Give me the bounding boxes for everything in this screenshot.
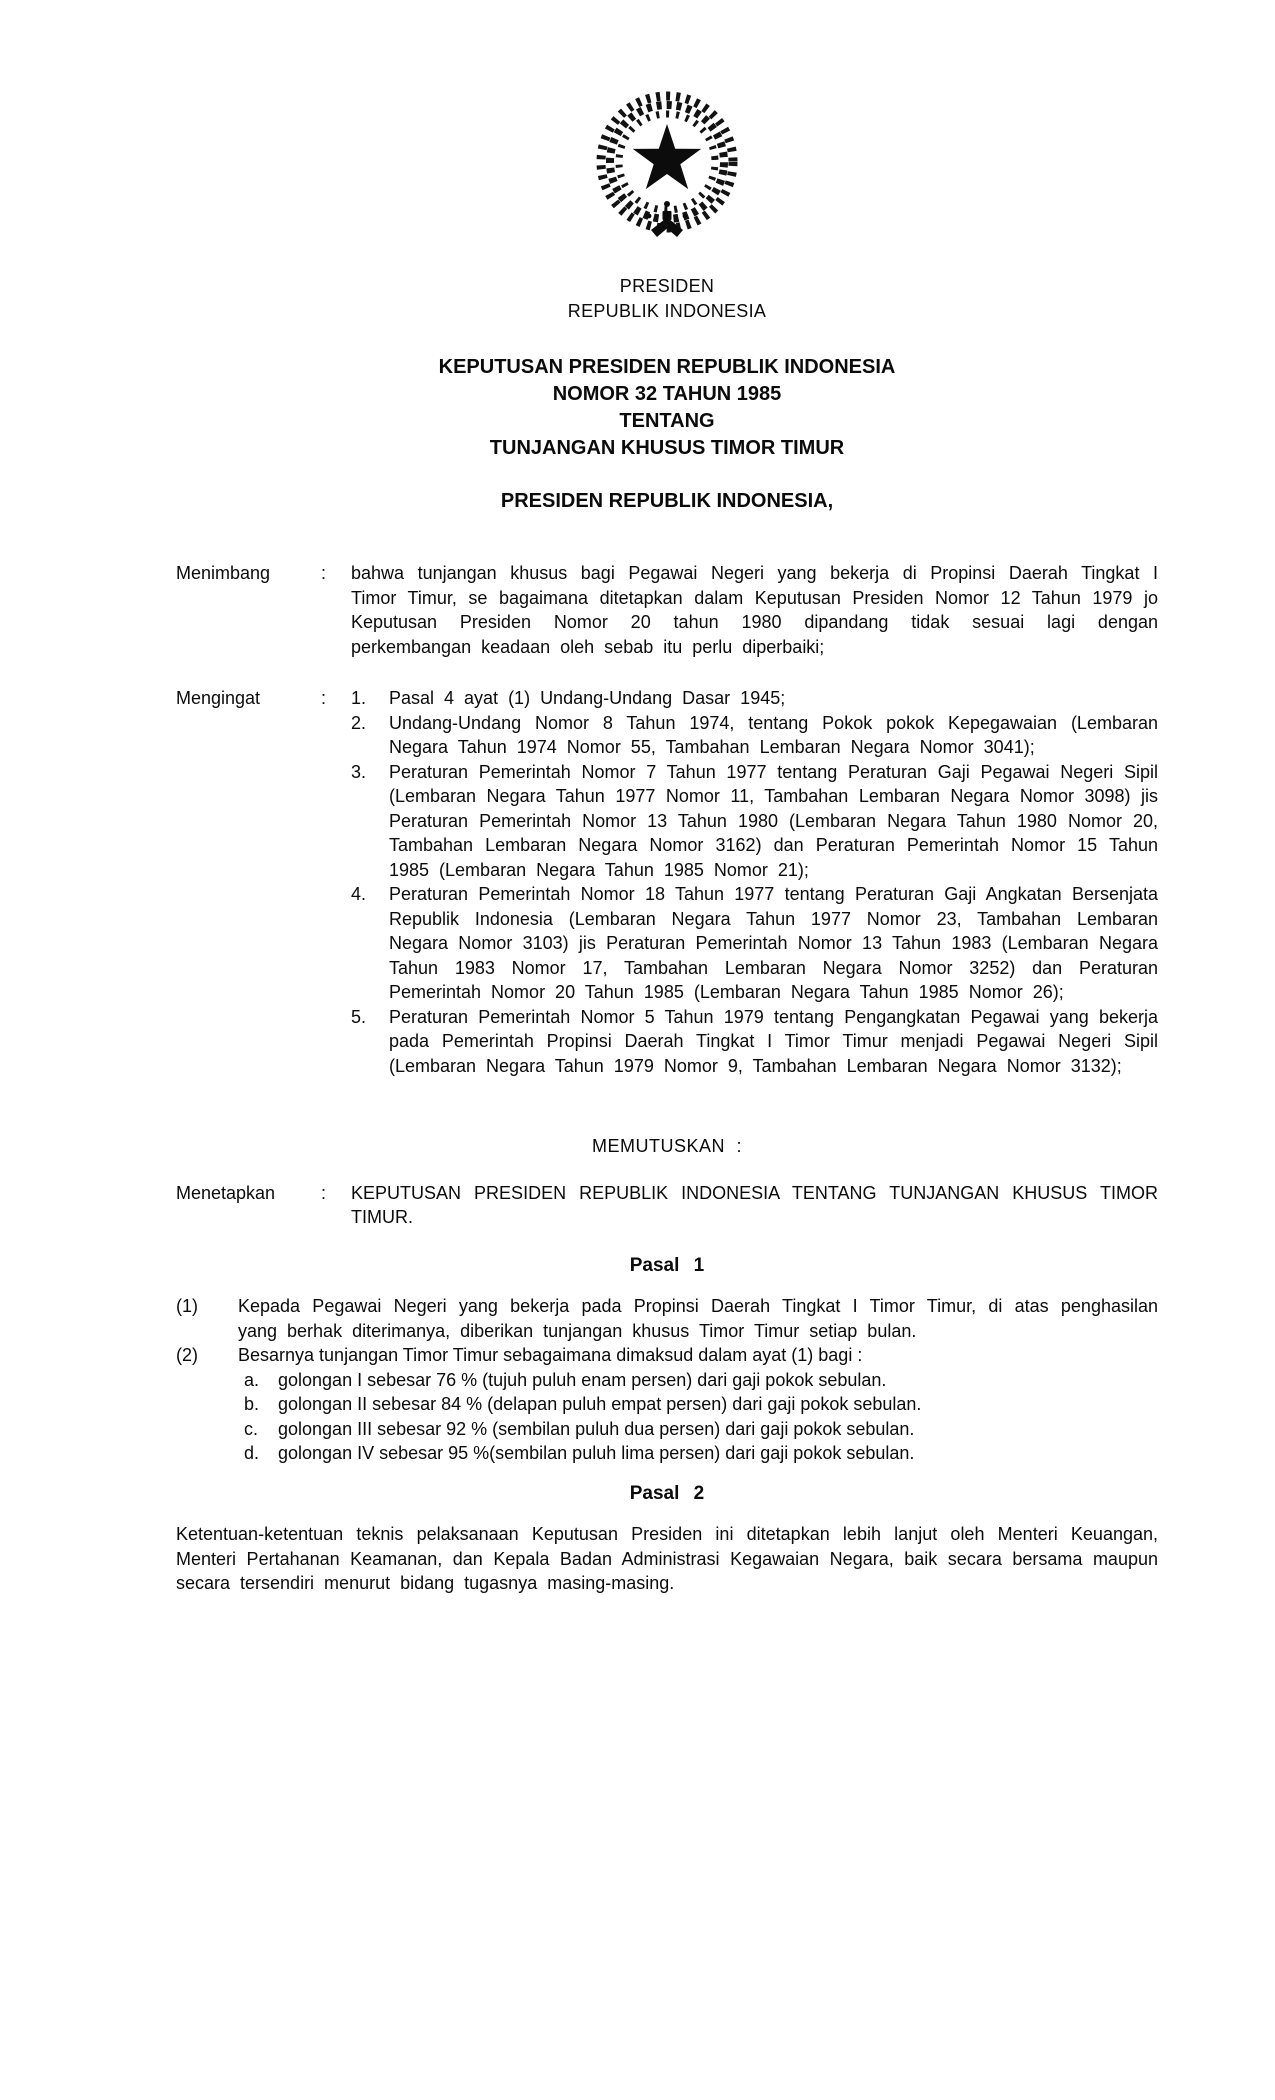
list-item-text: golongan I sebesar 76 % (tujuh puluh enam persen) dari gaji pokok sebulan. (278, 1369, 887, 1390)
mengingat-label: Mengingat (176, 688, 261, 708)
letterhead-line2: REPUBLIK INDONESIA (567, 301, 767, 321)
ayat-item (176, 1343, 1158, 1368)
list-item-text: Peraturan Pemerintah Nomor 5 Tahun 1979 tentang Pengangkatan Pegawai yang bekerja pada Pemerintah Propinsi Daerah Tingkat I Timor Timur menjadi Pegawai Negeri Sipil (Lembaran Negara Tahun 1979 Nomor 9, Tambahan Lembaran Negara Nomor 3132); (389, 1006, 1158, 1076)
list-item (351, 1005, 1158, 1079)
pasal-1-body (176, 1294, 1158, 1466)
list-item-text: Pasal 4 ayat (1) Undang-Undang Dasar 1945; (389, 688, 786, 708)
list-item-letter: b. (244, 1394, 260, 1414)
list-item-number: 1. (351, 688, 367, 708)
presidential-seal-icon (587, 84, 747, 246)
list-item-letter: a. (244, 1369, 260, 1390)
list-item-number: 2. (351, 712, 367, 733)
list-item (244, 1417, 1158, 1442)
mengingat-section (176, 686, 1158, 1078)
letterhead (176, 274, 1158, 324)
memutuskan-heading: MEMUTUSKAN : (591, 1136, 742, 1156)
list-item-text: Undang-Undang Nomor 8 Tahun 1974, tentang Pokok pokok Kepegawaian (Lembaran Negara Tahun 1974 Nomor 55, Tambahan Lembaran Negara Nomor 3041); (389, 712, 1158, 757)
ayat-item (176, 1294, 1158, 1343)
ayat-text: Kepada Pegawai Negeri yang bekerja pada Propinsi Daerah Tingkat I Timor Timur, di atas penghasilan yang berhak diterimanya, diberikan tunjangan khusus Timor Timur setiap bulan. (238, 1296, 1158, 1341)
golongan-list (244, 1368, 1158, 1466)
decree-title-subject: TUNJANGAN KHUSUS TIMOR TIMUR (489, 437, 845, 459)
decree-title-line1: KEPUTUSAN PRESIDEN REPUBLIK INDONESIA (438, 356, 896, 378)
list-item (351, 711, 1158, 760)
list-item (351, 882, 1158, 1005)
list-item (244, 1392, 1158, 1417)
menetapkan-section (176, 1181, 1158, 1230)
list-item-text: Peraturan Pemerintah Nomor 18 Tahun 1977 tentang Peraturan Gaji Angkatan Bersenjata Republik Indonesia (Lembaran Negara Tahun 1977 Nomor 23, Tambahan Lembaran Negara Nomor 3103) jis Peraturan Pemerintah Nomor 13 Tahun 1983 (Lembaran Negara Tahun 1983 Nomor 17, Tambahan Lembaran Negara Nomor 3252) dan Peraturan Pemerintah Nomor 20 Tahun 1985 (Lembaran Negara Tahun 1985 Nomor 26); (389, 884, 1158, 1002)
list-item-letter: d. (244, 1443, 260, 1463)
list-item-number: 5. (351, 1006, 367, 1027)
mengingat-colon: : (321, 688, 327, 708)
menimbang-label: Menimbang (176, 563, 271, 583)
mengingat-list (351, 686, 1158, 1078)
list-item-number: 3. (351, 761, 367, 782)
list-item-number: 4. (351, 884, 367, 904)
list-item-text: Peraturan Pemerintah Nomor 7 Tahun 1977 tentang Peraturan Gaji Pegawai Negeri Sipil (Lembaran Negara Tahun 1977 Nomor 11, Tambahan Lembaran Negara Nomor 3098) jis Peraturan Pemerintah Nomor 13 Tahun 1980 (Lembaran Negara Tahun 1980 Nomor 20, Tambahan Lembaran Negara Nomor 3162) dan Peraturan Pemerintah Nomor 15 Tahun 1985 (Lembaran Negara Tahun 1985 Nomor 21); (389, 761, 1158, 880)
ayat-number: (2) (176, 1345, 198, 1365)
ayat-text: Besarnya tunjangan Timor Timur sebagaimana dimaksud dalam ayat (1) bagi : (238, 1345, 863, 1365)
document-content (176, 84, 1158, 1596)
list-item (244, 1441, 1158, 1466)
menimbang-colon: : (321, 563, 327, 583)
menimbang-text: bahwa tunjangan khusus bagi Pegawai Negeri yang bekerja di Propinsi Daerah Tingkat I Timor Timur, se bagaimana ditetapkan dalam Keputusan Presiden Nomor 12 Tahun 1979 jo Keputusan Presiden Nomor 20 tahun 1980 dipandang tidak sesuai lagi dengan perkembangan keadaan oleh sebab itu perlu diperbaiki; (351, 563, 1158, 657)
letterhead-line1: PRESIDEN (619, 276, 715, 296)
menimbang-section (176, 561, 1158, 659)
decree-title-number: NOMOR 32 TAHUN 1985 (552, 383, 782, 405)
pasal-1-heading: Pasal 1 (629, 1254, 705, 1276)
list-item-text: golongan II sebesar 84 % (delapan puluh empat persen) dari gaji pokok sebulan. (278, 1394, 922, 1414)
pasal-2-text: Ketentuan-ketentuan teknis pelaksanaan Keputusan Presiden ini ditetapkan lebih lanjut oleh Menteri Keuangan, Menteri Pertahanan Keamanan, dan Kepala Badan Administrasi Kegawaian Negara, baik secara bersama maupun secara tersendiri menurut bidang tugasnya masing-masing. (176, 1524, 1158, 1593)
list-item-letter: c. (244, 1418, 259, 1439)
ayat-number: (1) (176, 1296, 198, 1316)
list-item (351, 686, 1158, 711)
decree-title-tentang: TENTANG (619, 410, 715, 432)
list-item (351, 760, 1158, 883)
decree-title (176, 354, 1158, 462)
list-item-text: golongan IV sebesar 95 %(sembilan puluh lima persen) dari gaji pokok sebulan. (278, 1443, 915, 1463)
list-item-text: golongan III sebesar 92 % (sembilan puluh dua persen) dari gaji pokok sebulan. (278, 1418, 915, 1439)
salutation-line: PRESIDEN REPUBLIK INDONESIA, (500, 490, 834, 512)
menetapkan-text: KEPUTUSAN PRESIDEN REPUBLIK INDONESIA TENTANG TUNJANGAN KHUSUS TIMOR TIMUR. (351, 1182, 1158, 1227)
menetapkan-colon: : (321, 1182, 327, 1203)
list-item (244, 1368, 1158, 1393)
menetapkan-label: Menetapkan (176, 1182, 276, 1203)
pasal-2-heading: Pasal 2 (629, 1482, 705, 1504)
